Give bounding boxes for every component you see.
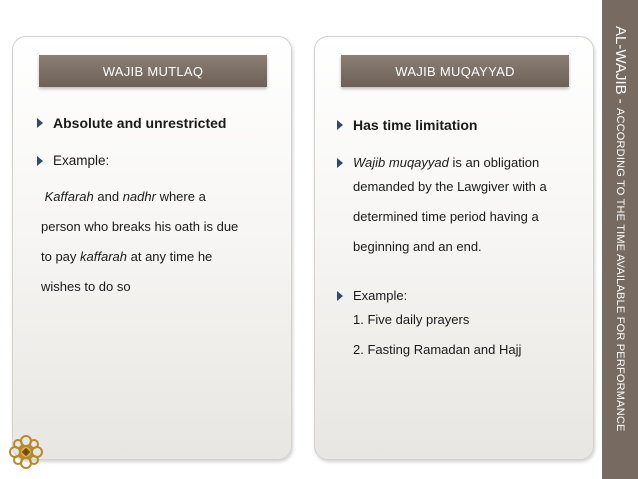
example-line-2: person who breaks his oath is due xyxy=(41,219,239,234)
bullet-time-limitation-text: Has time limitation xyxy=(353,117,478,133)
example-line-3 xyxy=(41,242,279,272)
example-item-1: 1. Five daily prayers xyxy=(353,312,470,327)
bullet-absolute xyxy=(37,115,279,131)
definition-continuation xyxy=(337,172,581,262)
bullet-definition-text xyxy=(353,155,539,170)
text-any-time: at any time he xyxy=(127,249,213,264)
wajib-mutlaq-content xyxy=(37,115,279,302)
wajib-muqayyad-panel xyxy=(314,36,594,460)
bullet-arrow-icon xyxy=(337,120,343,130)
term-nadhr: nadhr xyxy=(122,189,156,204)
bullet-example-right xyxy=(337,288,581,303)
wajib-muqayyad-header: WAJIB MUQAYYAD xyxy=(341,55,569,87)
term-kaffarah: Kaffarah xyxy=(44,189,94,204)
text-where-a: where a xyxy=(155,189,206,204)
term-kaffarah-2: kaffarah xyxy=(80,249,128,264)
bullet-example-right-text: Example: xyxy=(353,288,408,303)
text-is-an-obligation: is an obligation xyxy=(448,155,540,170)
wajib-mutlaq-header: WAJIB MUTLAQ xyxy=(39,55,267,87)
definition-line-2: demanded by the Lawgiver with a xyxy=(353,179,547,194)
definition-line-4: beginning and an end. xyxy=(353,239,482,254)
title-sidebar xyxy=(602,0,638,479)
text-and: and xyxy=(93,189,123,204)
definition-line-3: determined time period having a xyxy=(353,209,539,224)
bullet-arrow-icon xyxy=(37,118,43,128)
bullet-time-limitation xyxy=(337,117,581,133)
slide-title-main: AL-WAJIB - xyxy=(612,26,629,108)
wajib-muqayyad-content xyxy=(337,115,581,365)
bullet-absolute-text: Absolute and unrestricted xyxy=(53,115,227,131)
wajib-mutlaq-panel xyxy=(12,36,292,460)
bullet-definition xyxy=(337,155,581,170)
bullet-example-left-text: Example: xyxy=(53,153,110,168)
bullet-example-left xyxy=(37,153,279,168)
slide-title xyxy=(611,26,629,432)
example-item-2: 2. Fasting Ramadan and Hajj xyxy=(353,342,522,357)
bullet-arrow-icon xyxy=(337,158,343,168)
example-line-1 xyxy=(41,182,279,212)
example-line-4: wishes to do so xyxy=(41,279,131,294)
bullet-arrow-icon xyxy=(37,156,43,166)
example-list-right xyxy=(337,305,581,365)
slide-title-sub: ACCORDING TO THE TIME AVAILABLE FOR PERFORMANCE xyxy=(614,107,626,432)
example-paragraph-left xyxy=(37,182,279,302)
ornament-icon xyxy=(6,432,46,472)
text-to-pay: to pay xyxy=(41,249,81,264)
term-wajib-muqayyad: Wajib muqayyad xyxy=(353,155,449,170)
bullet-arrow-icon xyxy=(337,291,343,301)
